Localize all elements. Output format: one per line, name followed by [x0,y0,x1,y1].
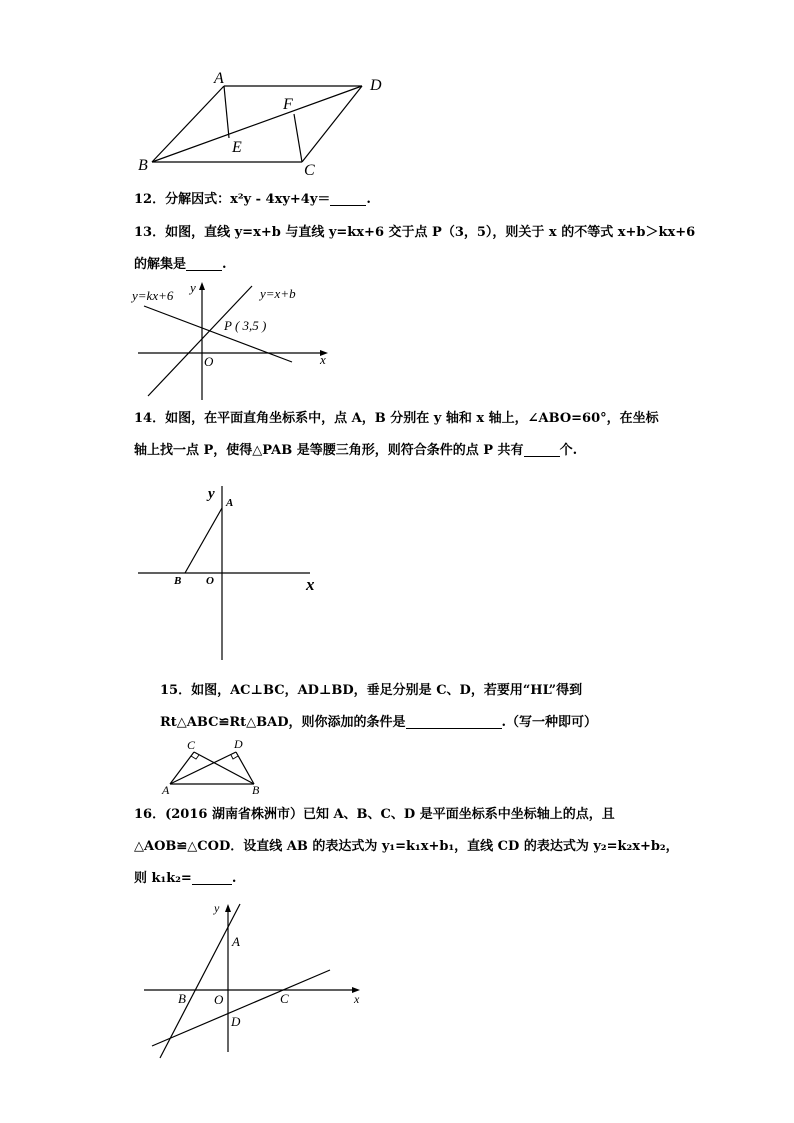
segment-ae [224,86,229,138]
answer-blank-15[interactable] [406,716,502,729]
answer-blank-16[interactable] [192,872,232,885]
label-b: B [138,157,148,174]
label-a: A [226,497,234,509]
q13-graph [130,278,340,408]
q16-graph [140,898,370,1058]
label-xb-line: y=x+b [260,286,296,301]
q14-graph [130,478,330,668]
answer-blank-12[interactable] [330,193,366,206]
label-point-p: P ( 3,5 ) [224,318,267,333]
question-14-tail: 个. [559,443,578,458]
y-axis-label: y [214,901,220,915]
right-angle-mark-d [231,755,238,759]
question-14-text: 轴上找一点 P，使得△PAB 是等腰三角形，则符合条件的点 P 共有 [134,443,524,458]
answer-blank-14[interactable] [524,444,560,457]
diagonal-bd [152,86,362,162]
x-axis-label: x [354,992,360,1006]
question-15-line-2 [160,716,597,729]
question-13-text: 的解集是 [134,257,187,272]
origin-label: O [206,575,214,587]
question-13-tail: . [222,257,227,272]
y-axis-arrow [199,282,205,290]
label-c: C [187,738,196,752]
question-16-tail: . [231,871,237,886]
label-a: A [232,934,240,949]
segment-ac [170,752,194,784]
label-c: C [280,991,289,1006]
parallelogram-figure [130,70,400,180]
right-angle-mark-c [191,755,199,759]
y-axis-label: y [190,280,196,295]
label-d: D [234,737,243,751]
x-axis-label: x [320,352,326,367]
x-axis-label: x [306,575,315,594]
question-16-line-1: 16．(2016 湖南省株洲市）已知 A、B、C、D 是平面坐标系中坐标轴上的点，且 [134,807,615,822]
question-12 [134,193,371,206]
question-15-text: Rt△ABC≌Rt△BAD，则你添加的条件是 [160,715,406,730]
question-14-line-1: 14．如图，在平面直角坐标系中，点 A，B 分别在 y 轴和 x 轴上，∠ABO=60°，在坐标 [134,411,659,426]
line-cd [152,970,330,1046]
q15-figure [160,736,270,796]
label-kx-line: y=kx+6 [132,288,174,303]
label-d: D [370,77,382,94]
segment-ab [185,508,222,573]
answer-blank-13[interactable] [186,258,222,271]
question-13-line-2 [134,258,227,271]
question-15-tail: .（写一种即可） [501,715,598,730]
label-a: A [214,70,224,87]
question-15-line-1: 15．如图，AC⊥BC，AD⊥BD，垂足分别是 C、D，若要用“HL”得到 [160,683,583,698]
label-b: B [174,575,182,587]
label-b: B [252,783,260,797]
origin-label: O [204,354,214,369]
label-e: E [232,139,242,156]
label-a: A [162,783,170,797]
label-f: F [283,96,293,113]
origin-label: O [214,992,224,1007]
question-16-text: 则 k₁k₂= [134,871,192,886]
question-14-line-2 [134,444,577,457]
y-axis-arrow [225,904,231,912]
question-16-line-3 [134,872,236,885]
line-y-kx-plus-6 [144,306,292,362]
question-13-line-1: 13．如图，直线 y=x+b 与直线 y=kx+6 交于点 P（3，5），则关于 x 的不等式 x+b＞kx+6 [134,225,696,240]
question-12-text: 12．分解因式：x²y - 4xy+4y＝ [134,192,331,207]
label-c: C [304,162,315,179]
segment-cf [294,114,302,162]
question-16-line-2: △AOB≌△COD．设直线 AB 的表达式为 y₁=k₁x+b₁，直线 CD 的表达式为 y₂=k₂x+b₂， [134,839,679,854]
y-axis-label: y [208,486,215,502]
label-b: B [178,991,186,1006]
segment-ab [152,86,224,162]
question-12-tail: . [366,192,371,207]
label-d: D [231,1014,241,1029]
